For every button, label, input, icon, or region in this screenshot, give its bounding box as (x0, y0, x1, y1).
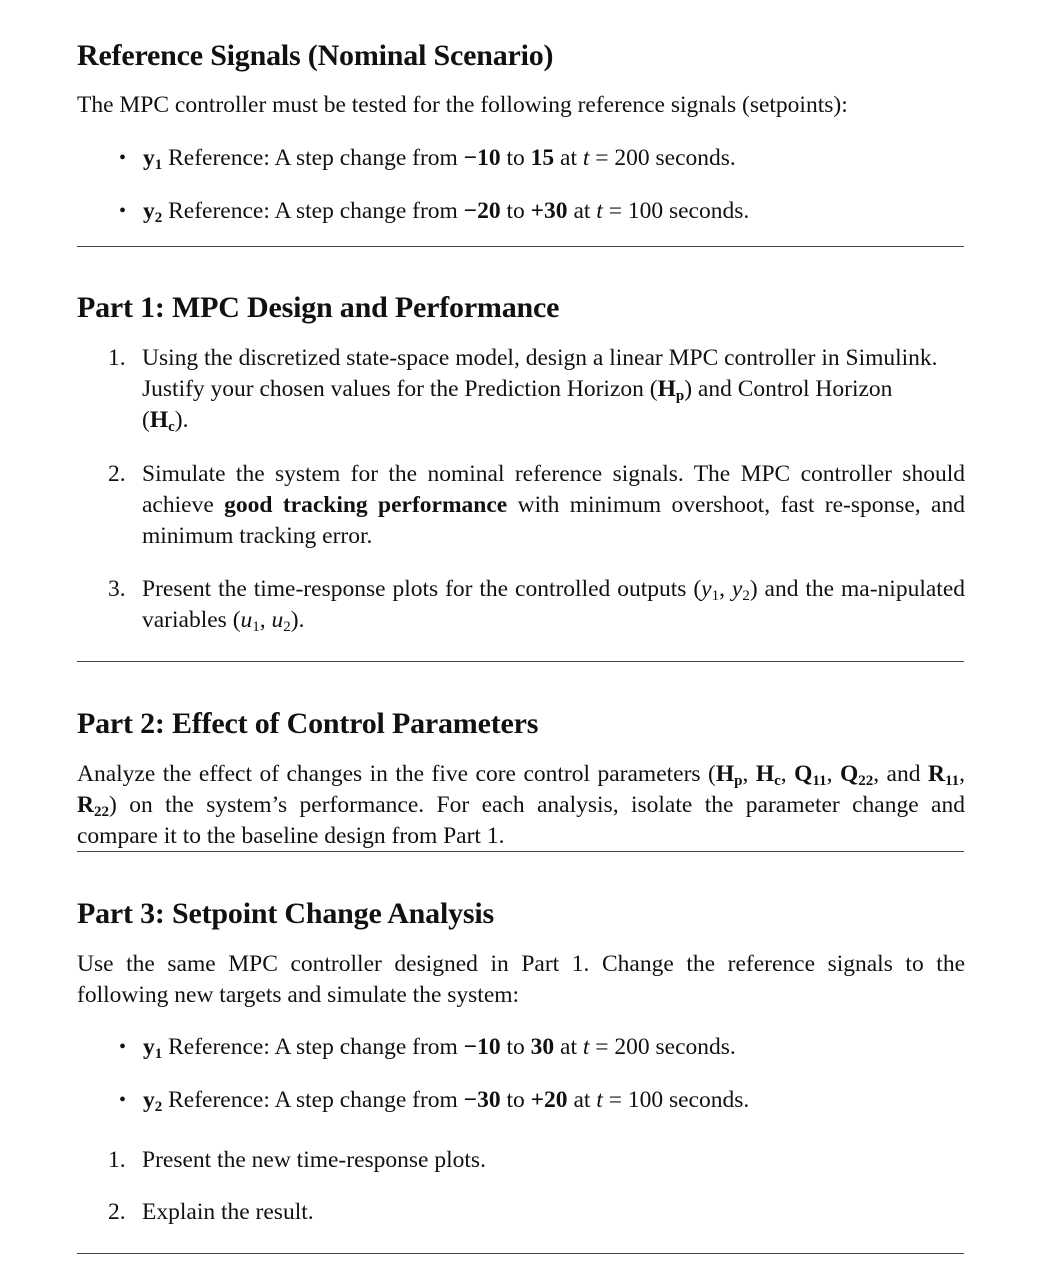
from-value: −20 (463, 198, 501, 224)
section-title-reference-signals: Reference Signals (Nominal Scenario) (77, 39, 554, 72)
at-word: at (567, 198, 597, 224)
reference-bullet-y1 (119, 143, 736, 174)
item-number: 3. (108, 576, 126, 602)
time-value: = 200 seconds. (589, 145, 736, 171)
bullet-icon: • (119, 1089, 127, 1111)
section-divider (77, 661, 964, 662)
to-value: +30 (530, 198, 568, 224)
part3-bullet-y1: • $y_1$ Reference: A step change from −10 to 30 at t = 200 seconds. (119, 1034, 736, 1062)
item-number: 1. (108, 1147, 126, 1173)
part3-item-2 (108, 1197, 314, 1228)
item-number: 1. (108, 345, 126, 371)
to-value: 15 (530, 145, 555, 171)
hp-symbol: H (657, 376, 676, 402)
item-text: with minimum overshoot, fast re-sponse, and minimum tracking error. (142, 492, 965, 549)
item-text-line: Using the discretized state-space model, design a linear MPC controller in Simulink. (142, 345, 938, 371)
time-symbol: t (596, 198, 603, 224)
bullet-icon: • (119, 200, 127, 222)
bullet-icon: • (119, 1036, 127, 1058)
item-number: 2. (108, 1199, 126, 1225)
part1-item-2 (108, 459, 965, 552)
emphasis-text: good tracking performance (224, 492, 508, 518)
at-word: at (554, 145, 583, 171)
time-value: = 100 seconds. (602, 198, 750, 224)
section-title-part-2: Part 2: Effect of Control Parameters (77, 707, 539, 740)
part1-item-3: 3. Present the time-response plots for the controlled outputs ($y_1$, $y_2$) and the ma-nipulated variables ($u_1$, $u_2$). (108, 576, 966, 635)
item-number: 2. (108, 461, 126, 487)
variable-subscript: 2 (154, 210, 163, 226)
item-text: Present the time-response plots for the controlled outputs ( (142, 576, 702, 602)
section-divider (77, 851, 964, 852)
variable-symbol: y (143, 198, 155, 224)
bullet-label: Reference: A step change from (162, 145, 464, 171)
variable-subscript: 1 (154, 157, 163, 173)
part1-item-1 (108, 343, 1002, 436)
part3-intro-text: Use the same MPC controller designed in Part 1. Change the reference signals to the following new targets and simulate the system: (77, 951, 965, 1008)
section-divider (77, 246, 964, 247)
reference-intro-text: The MPC controller must be tested for the following reference signals (setpoints): (77, 92, 848, 118)
part3-item-1 (108, 1145, 486, 1176)
item-text: Simulate the system for the nominal reference signals. The MPC controller should achieve (142, 461, 965, 518)
item-text-line: Justify your chosen values for the Prediction Horizon $(H_p)$ and Control Horizon (142, 376, 893, 404)
time-symbol: t (582, 145, 590, 171)
item-text: Explain the result. (142, 1199, 314, 1225)
reference-bullet-y2 (119, 196, 750, 227)
section-title-part-3: Part 3: Setpoint Change Analysis (77, 897, 494, 930)
to-word: to (500, 198, 531, 224)
item-text: ) and the ma-nipulated variables ( (142, 576, 966, 633)
item-text-line: $(H_c)$. (142, 407, 189, 435)
from-value: −10 (463, 145, 501, 171)
item-text: Present the new time-response plots. (142, 1147, 486, 1173)
bullet-label: Reference: A step change from (162, 198, 464, 224)
part3-bullet-y2: • $y_2$ Reference: A step change from −30 to +20 at t = 100 seconds. (119, 1087, 750, 1115)
part2-paragraph: Analyze the effect of changes in the five core control parameters ($H_p$, $H_c$, $Q_{11}$, $Q_{22}$, and $R_{11}$, $R_{22}$) on the system’s performance. For each analysis, isolate the parameter change and compare it to the baseline design from Part 1. (77, 761, 966, 849)
hc-symbol: H (149, 407, 169, 433)
bullet-icon: • (119, 147, 127, 169)
variable-symbol: y (143, 145, 155, 171)
to-word: to (500, 145, 531, 171)
section-title-part-1: Part 1: MPC Design and Performance (77, 291, 560, 324)
section-divider (77, 1253, 964, 1254)
